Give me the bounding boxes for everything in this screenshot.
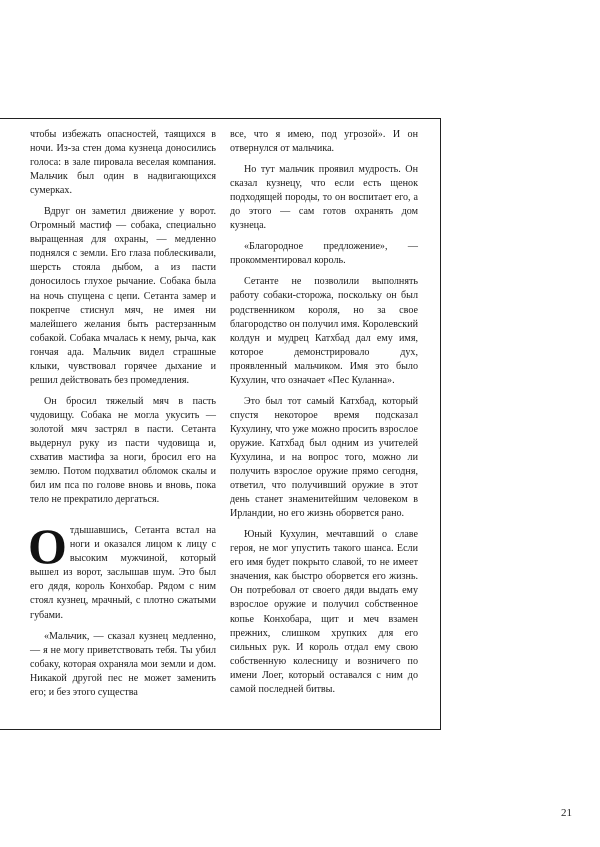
paragraph-text: тдышавшись, Сетанта встал на ноги и оказался лицом к лицу с высоким мужчиной, который вышел из ворот, заслышав шум. Это был его дядя, король Конхобар. Рядом с ним стоял кузнец, мрачный, с плотно сжатыми губами. [30, 525, 216, 621]
paragraph: чтобы избежать опасностей, таящихся в ночи. Из-за стен дома кузнеца доносились голоса: в зале пировала веселая компания. Мальчик был один в надвигающихся сумерках. [30, 129, 216, 197]
right-text-column [230, 128, 418, 697]
paragraph: «Благородное предложение», — прокомментировал король. [230, 241, 418, 267]
paragraph: все, что я имею, под угрозой». И он отвернулся от мальчика. [230, 129, 418, 155]
paragraph: «Мальчик, — сказал кузнец медленно, — я не могу приветствовать тебя. Ты убил собаку, которая охраняла мои земли и дом. Никакой другой пес не может заменить его; и без этого существа [30, 630, 216, 698]
left-text-column [30, 128, 216, 700]
page-number: 21 [561, 807, 572, 819]
paragraph: Он бросил тяжелый мяч в пасть чудовищу. Собака не могла укусить — золотой мяч застрял в пасти. Сетанта выдернул руку из пасти чудовища и, схватив мастифа за ноги, бросил его на землю. Потом подхватил обломок скалы и бил им пса по голове вновь и вновь, пока тело не прекратило дергаться. [30, 395, 216, 506]
paragraph: Юный Кухулин, мечтавший о славе героя, не мог упустить такого шанса. Если его имя будет покрыто славой, то не имеет значения, как быстро оборвется его жизнь. Он потребовал от своего дяди выдать ему взрослое оружие и получил собственное копье Конхобара, щит и меч взамен прежних, слишком хрупких для его сильных рук. И король отдал ему свою собственную колесницу и возничего по имени Лоег, который оставался с ним до самой последней битвы. [230, 529, 418, 695]
paragraph-with-drop-cap [28, 518, 216, 622]
paragraph: Вдруг он заметил движение у ворот. Огромный мастиф — собака, специально выращенная для охраны, — медленно поднялся с земли. Его глаза поблескивали, шерсть стояла дыбом, а из пасти доносилось глухое рычание. Собака была на ночь спущена с цепи. Сетанта замер и покрепче стиснул мяч, не имея ни малейшего желания быть растерзанным собакой. Собака мчалась к нему, рыча, как гончая ада. Мальчик видел страшные клыки, чувствовал горячее дыхание и решил действовать без промедления. [30, 206, 216, 386]
paragraph: Но тут мальчик проявил мудрость. Он сказал кузнецу, что если есть щенок подходящей породы, то он воспитает его, а до этого — сам готов охранять дом кузнеца. [230, 164, 418, 232]
drop-cap: О [28, 518, 67, 575]
paragraph: Сетанте не позволили выполнять работу собаки-сторожа, поскольку он был родственником короля, но за свое благородство он получил имя. Королевский колдун и мудрец Катхбад дал ему имя, которое демонстрировало дух, проявленный мальчиком. Имя это было Кухулин, что означает «Пес Куланна». [230, 276, 418, 386]
paragraph: Это был тот самый Катхбад, который спустя некоторое время подсказал Кухулину, что уже можно просить взрослое оружие. Катхбад был одним из учителей Кухулина, и на вопрос того, можно ли получить взрослое оружие прямо сегодня, ответил, что получивший оружие в этот день станет знаменитейшим человеком в Ирландии, но его жизнь оборвется рано. [230, 395, 418, 520]
